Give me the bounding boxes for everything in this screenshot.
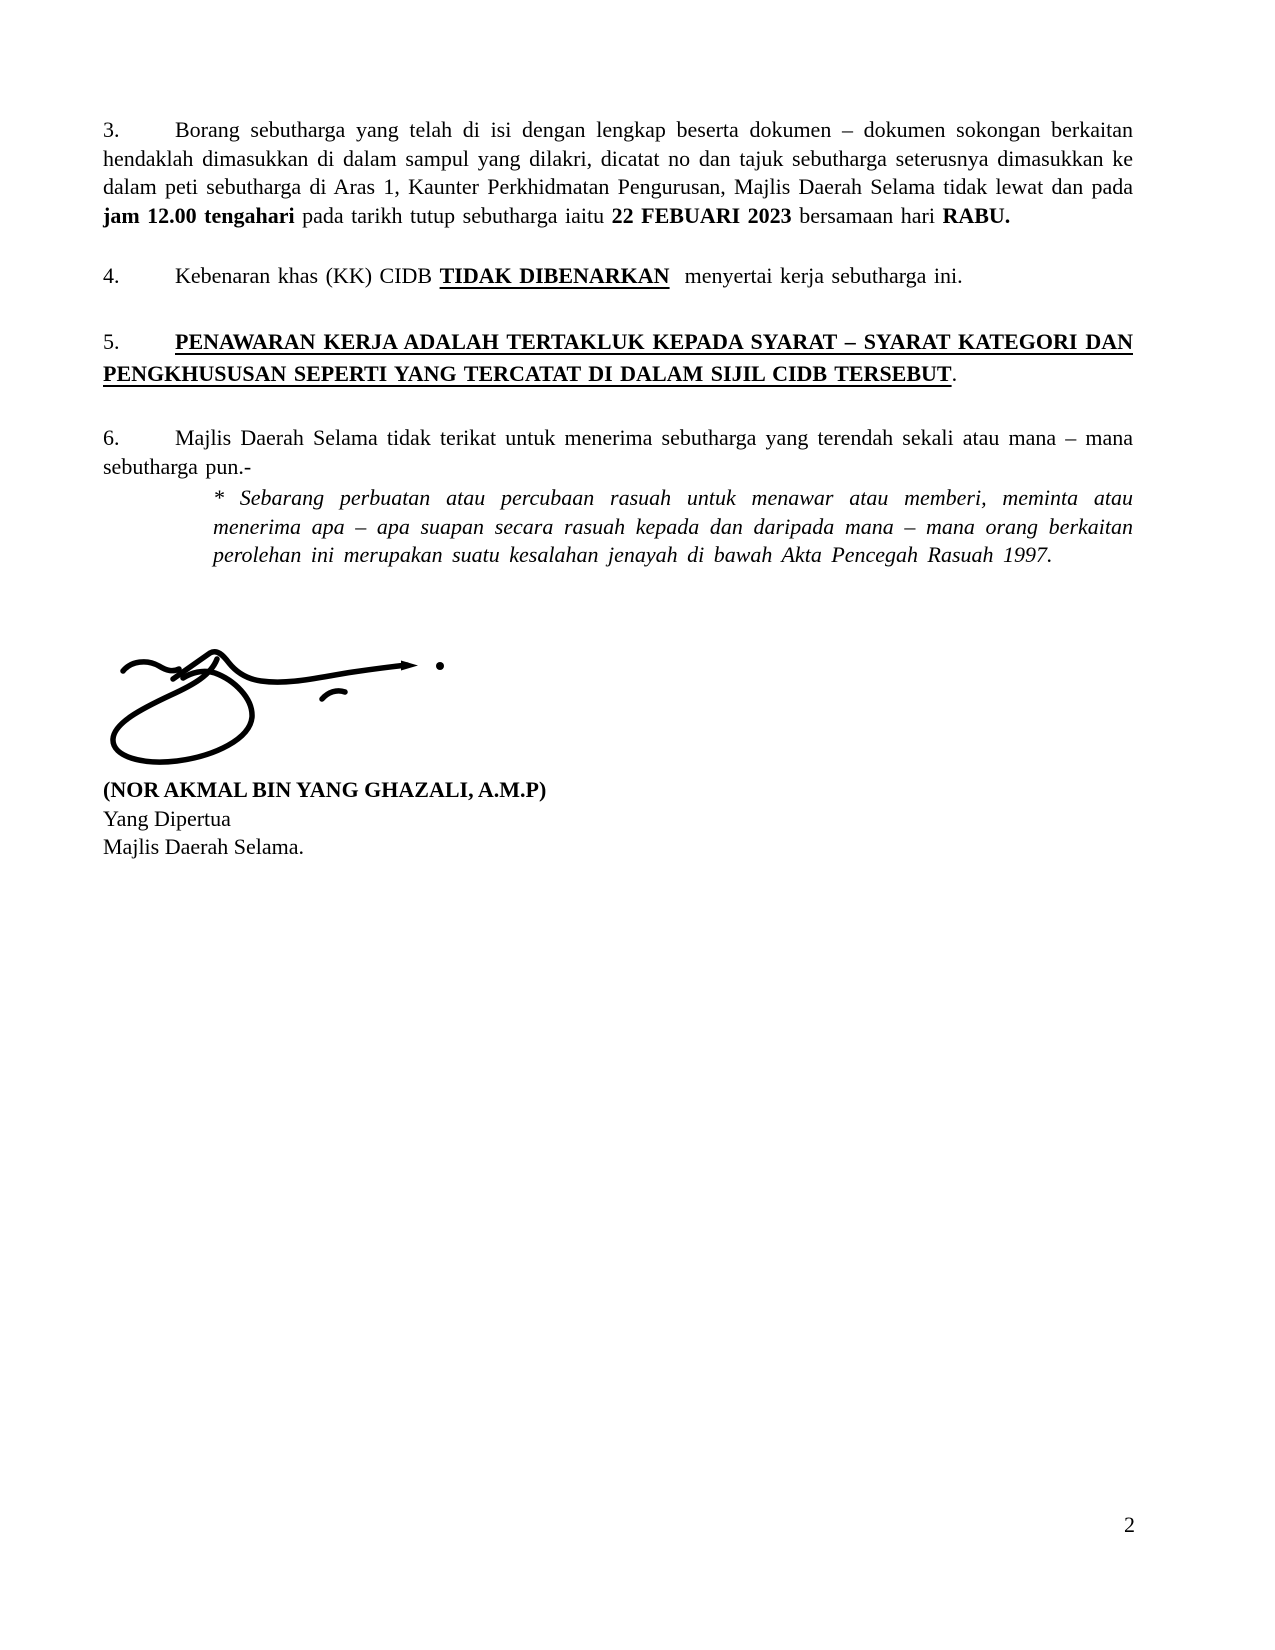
paragraph-item-6 (103, 424, 1133, 481)
text-run: Kebenaran khas (KK) CIDB (175, 263, 440, 289)
text-run: * Sebarang perbuatan atau percubaan rasuah untuk menawar atau memberi, meminta atau menerima apa – apa suapan secara rasuah kepada dan daripada mana – mana orang berkaitan perolehan ini merupakan suatu kesalahan jenayah di bawah Akta Pencegah Rasuah 1997. (213, 485, 1133, 568)
text-run: 22 FEBUARI 2023 (611, 202, 792, 228)
signature-stroke (173, 652, 407, 682)
signature-stroke (123, 662, 179, 671)
paragraph-text (103, 329, 1133, 387)
paragraph-text (103, 425, 1133, 479)
paragraph-item-4 (103, 262, 1133, 291)
anti-corruption-note (213, 484, 1133, 570)
page-number: 2 (1124, 1512, 1135, 1537)
signature-stroke (401, 660, 418, 670)
text-run: Borang sebutharga yang telah di isi dengan lengkap beserta dokumen – dokumen sokongan berkaitan hendaklah dimasukkan di dalam sampul yang dilakri, dicatat no dan tajuk sebutharga seterusnya dimasukkan ke dalam peti sebutharga di Aras 1, Kaunter Perkhidmatan Pengurusan, Majlis Daerah Selama tidak lewat dan pada (103, 117, 1133, 200)
paragraph-text (103, 117, 1133, 228)
signature-block (103, 631, 1133, 862)
item-number: 4. (103, 263, 120, 289)
paragraph-item-5 (103, 326, 1133, 391)
signatory-title: Yang Dipertua (103, 805, 231, 831)
text-run: pada tarikh tutup sebutharga iaitu (294, 202, 612, 228)
signature-image (95, 631, 455, 776)
text-run: TIDAK DIBENARKAN (439, 263, 670, 289)
document-body (103, 116, 1133, 862)
signature-stroke (436, 662, 444, 670)
item-number: 5. (103, 328, 120, 354)
signature-stroke (322, 691, 345, 699)
text-run: RABU. (942, 202, 1011, 228)
text-run: bersamaan hari (791, 202, 943, 228)
text-run: menyertai kerja sebutharga ini. (669, 263, 963, 289)
text-run: jam 12.00 tengahari (103, 202, 295, 228)
text-run: PENAWARAN KERJA ADALAH TERTAKLUK KEPADA SYARAT – SYARAT KATEGORI DAN PENGKHUSUSAN SEPERTI YANG TERCATAT DI DALAM SIJIL CIDB TERSEBUT (103, 328, 1133, 387)
paragraph-text (175, 263, 963, 288)
text-run: . (951, 361, 958, 387)
paragraph-item-3 (103, 116, 1133, 230)
signatory-organization: Majlis Daerah Selama. (103, 834, 304, 860)
item-number: 6. (103, 424, 120, 450)
text-run: Majlis Daerah Selama tidak terikat untuk menerima sebutharga yang terendah sekali atau mana – mana sebutharga pun.- (103, 424, 1133, 479)
signatory-name: (NOR AKMAL BIN YANG GHAZALI, A.M.P) (103, 776, 547, 802)
item-number: 3. (103, 117, 120, 142)
